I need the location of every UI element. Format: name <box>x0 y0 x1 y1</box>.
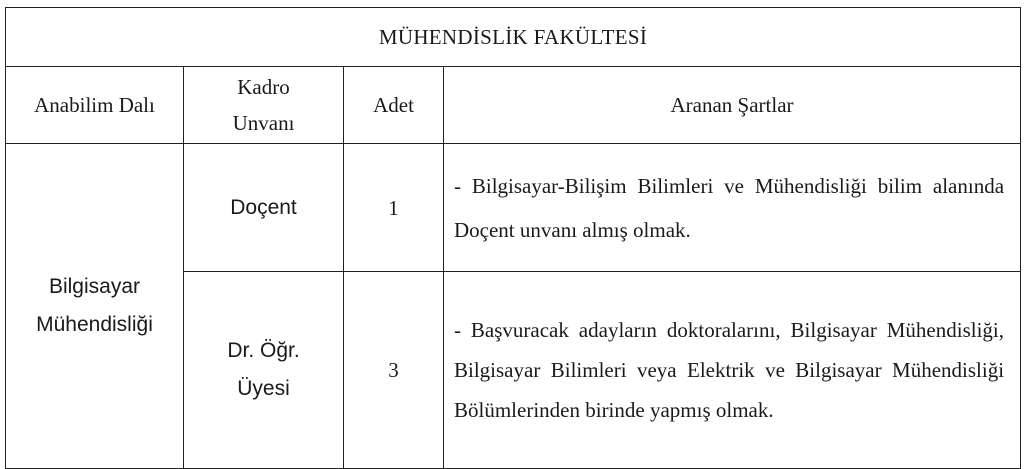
requirement-cell: - Bilgisayar-Bilişim Bilimleri ve Mühendisliği bilim alanında Doçent unvanı almış olmak. <box>444 144 1021 272</box>
adet-cell: 3 <box>344 272 444 469</box>
unvan-cell <box>184 272 344 469</box>
header-aranan-sartlar: Aranan Şartlar <box>444 67 1021 144</box>
department-line1: Bilgisayar <box>48 275 141 298</box>
adet-cell: 1 <box>344 144 444 272</box>
header-kadro-line2: Unvanı <box>232 111 295 135</box>
department-line2: Mühendisliği <box>36 313 153 336</box>
faculty-positions-table <box>5 7 1021 469</box>
unvan-label: Doçent <box>230 195 297 219</box>
header-adet: Adet <box>344 67 444 144</box>
header-kadro-unvani <box>184 67 344 144</box>
table-row <box>6 144 1021 272</box>
requirement-cell: - Başvuracak adayların doktoralarını, Bilgisayar Mühendisliği, Bilgisayar Bilimleri veya Elektrik ve Bilgisayar Mühendisliği Bölümlerinden birinde yapmış olmak. <box>444 272 1021 469</box>
unvan-cell <box>184 144 344 272</box>
title-row <box>6 8 1021 67</box>
department-cell <box>6 144 184 469</box>
header-row <box>6 67 1021 144</box>
header-kadro-line1: Kadro <box>237 75 290 99</box>
header-anabilim-dali: Anabilim Dalı <box>6 67 184 144</box>
unvan-label-line1: Dr. Öğr. <box>227 339 300 362</box>
faculty-title: MÜHENDİSLİK FAKÜLTESİ <box>6 8 1021 67</box>
unvan-label-line2: Üyesi <box>237 377 290 400</box>
